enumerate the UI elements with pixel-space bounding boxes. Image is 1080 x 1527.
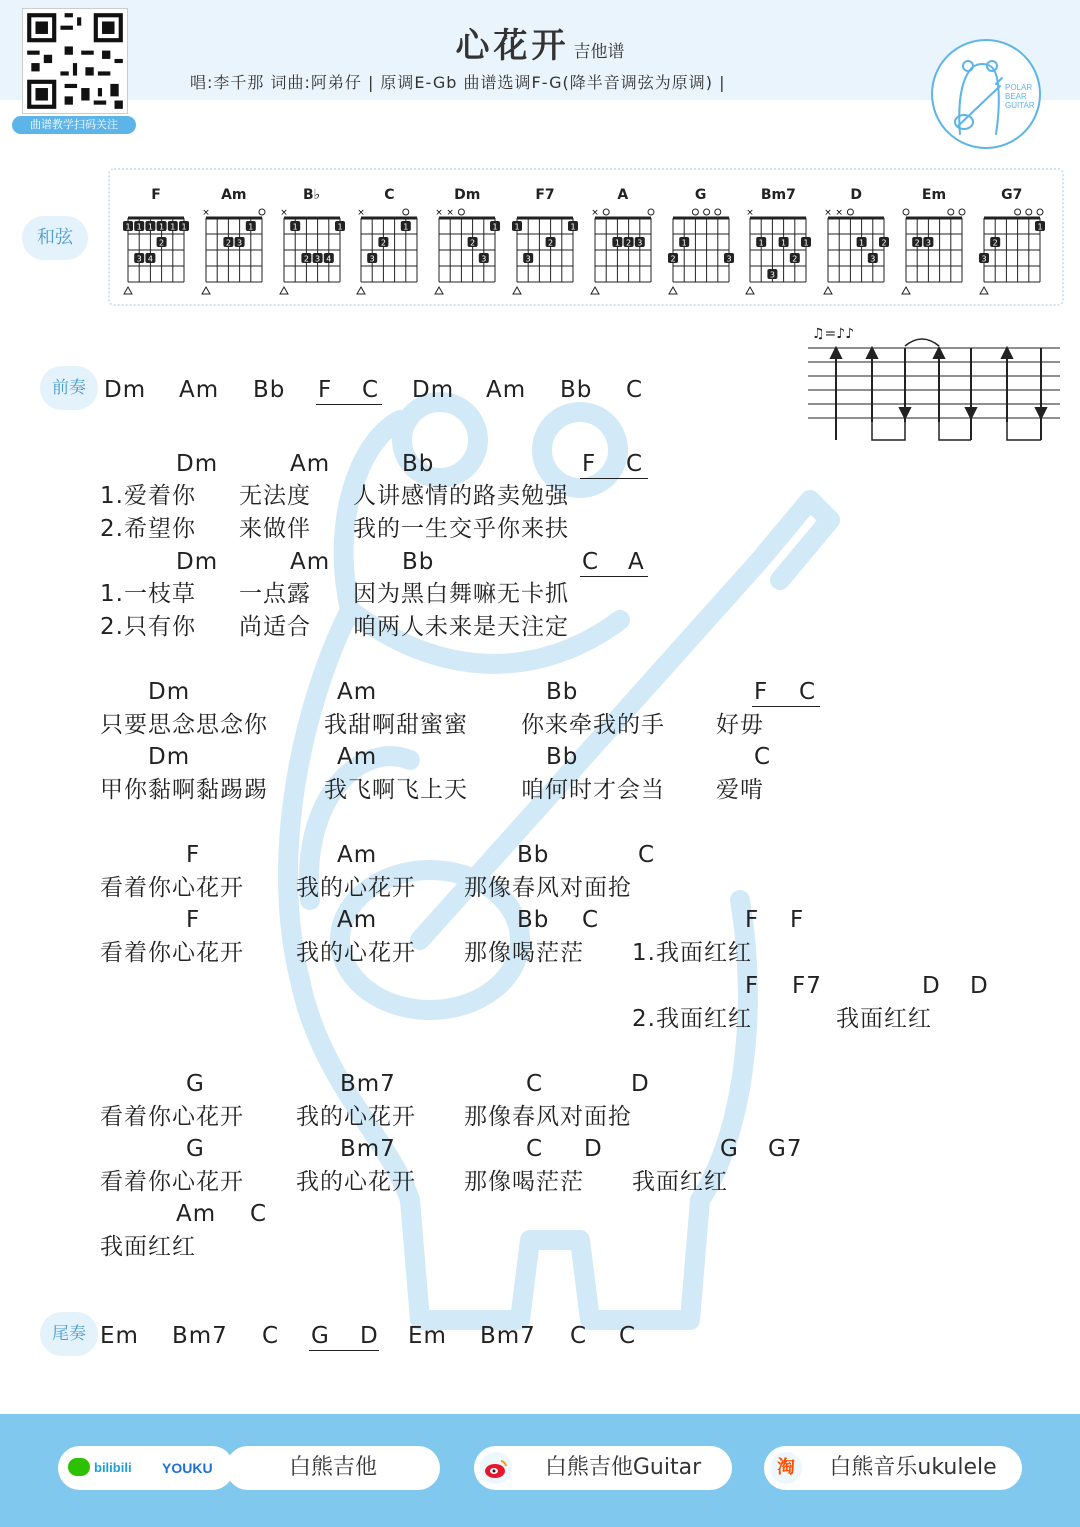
svg-text:3: 3: [870, 254, 876, 264]
lyric-line: 那像喝茫茫: [464, 1169, 584, 1195]
fretboard: [740, 204, 816, 304]
chord-name: D: [850, 187, 862, 203]
chord-label: Am: [337, 907, 378, 933]
chord-section-tag: 和弦: [22, 216, 88, 260]
svg-text:4: 4: [147, 254, 153, 264]
fretboard: [274, 204, 350, 304]
chord-diagram-bm7: [740, 188, 816, 308]
chord-label: Bb: [546, 679, 579, 705]
chord-diagram-dm: [429, 188, 505, 308]
chord-label: Bm7: [340, 1136, 396, 1162]
chord-diagram-f: [118, 188, 194, 308]
chord-label: Dm: [148, 744, 191, 770]
svg-text:1: 1: [170, 222, 176, 232]
chord-diagram-am: [196, 188, 272, 308]
chord-label: Bb: [546, 744, 579, 770]
song-credits: 唱:李千那 词曲:阿弟仔 | 原调E-Gb 曲谱选调F-G(降半音调弦为原调) |: [190, 73, 726, 92]
lyric-line: 只要思念思念你: [100, 712, 268, 738]
chord-label: C: [754, 744, 772, 770]
title-row: [0, 18, 1080, 67]
lyric-line: 看着你心花开: [100, 940, 244, 966]
chord-label: Am: [337, 842, 378, 868]
lyric-line: 1.一枝草: [100, 581, 196, 607]
svg-text:1: 1: [147, 222, 153, 232]
beat-underline: [316, 404, 382, 405]
chord-label: Dm: [176, 451, 219, 477]
intro-tag: 前奏: [40, 366, 98, 410]
svg-text:2: 2: [548, 238, 554, 248]
chord-label: F7: [792, 973, 822, 999]
svg-text:×: ×: [446, 208, 455, 218]
chord-label: D: [970, 973, 989, 999]
chord-label: Bm7: [340, 1071, 396, 1097]
chord-name: G: [694, 187, 707, 203]
chord-label: Bb: [517, 842, 550, 868]
chord-name: Am: [221, 187, 247, 203]
lyric-line: 我的心花开: [296, 1169, 416, 1195]
lyric-line: 我的一生交乎你来扶: [353, 516, 569, 542]
chord-diagram-d: [818, 188, 894, 308]
lyric-line: 我的心花开: [296, 940, 416, 966]
svg-text:1: 1: [614, 238, 620, 248]
chord-label: G7: [768, 1136, 803, 1162]
intro-chord: Dm: [104, 377, 147, 403]
fretboard: [585, 204, 661, 304]
lyric-line: 我飞啊飞上天: [324, 777, 468, 803]
chord-label: Am: [176, 1201, 217, 1227]
lyric-line: 无法度: [239, 483, 311, 509]
fretboard: [507, 204, 583, 304]
taobao-pill[interactable]: [764, 1446, 1022, 1490]
chord-label: D: [584, 1136, 603, 1162]
logo-text-1: POLAR: [1005, 83, 1033, 92]
svg-text:1: 1: [1037, 222, 1043, 232]
svg-text:×: ×: [746, 208, 755, 218]
lyric-line: 那像喝茫茫: [464, 940, 584, 966]
svg-text:1: 1: [248, 222, 254, 232]
chord-name: G7: [1001, 187, 1023, 203]
chord-label: Am: [290, 549, 331, 575]
lyric-line: 2.只有你: [100, 614, 196, 640]
chord-label: F: [790, 907, 805, 933]
outro-chord: Bm7: [480, 1323, 536, 1349]
svg-text:1: 1: [859, 238, 865, 248]
chord-label: F: [582, 451, 597, 477]
chord-label: D: [922, 973, 941, 999]
svg-text:2: 2: [670, 254, 676, 264]
chord-label: Am: [337, 744, 378, 770]
lyric-line: 爱啃: [716, 777, 764, 803]
fretboard: [974, 204, 1050, 304]
fretboard: [196, 204, 272, 304]
chord-diagram-g7: [974, 188, 1050, 308]
svg-text:2: 2: [625, 238, 631, 248]
svg-text:3: 3: [314, 254, 320, 264]
chord-label: G: [720, 1136, 739, 1162]
svg-text:1: 1: [125, 222, 131, 232]
svg-text:1: 1: [681, 238, 687, 248]
chord-label: Dm: [176, 549, 219, 575]
outro-chord: Bm7: [172, 1323, 228, 1349]
svg-text:1: 1: [803, 238, 809, 248]
youku-logo: YOUKU: [162, 1460, 213, 1476]
lyric-line: 好毋: [716, 712, 764, 738]
lyric-line: 1.爱着你: [100, 483, 196, 509]
title-suffix: 吉他谱: [573, 42, 625, 62]
chord-name: Em: [921, 187, 947, 203]
svg-text:2: 2: [881, 238, 887, 248]
outro-chord: C: [570, 1323, 588, 1349]
chord-label: A: [628, 549, 645, 575]
lyric-line: 尚适合: [239, 614, 311, 640]
lyric-line: 看着你心花开: [100, 1169, 244, 1195]
outro-tag: 尾奏: [40, 1312, 98, 1356]
lyric-line: 2.我面红红: [632, 1006, 752, 1032]
svg-text:×: ×: [824, 208, 832, 218]
outro-chord: Em: [100, 1323, 139, 1349]
lyric-line: 我的心花开: [296, 875, 416, 901]
svg-text:×: ×: [835, 208, 844, 218]
lyric-line: 一点露: [239, 581, 311, 607]
chord-diagram-c: [351, 188, 427, 308]
lyric-line: 人讲感情的路卖勉强: [353, 483, 569, 509]
chord-label: Am: [290, 451, 331, 477]
fretboard: [118, 204, 194, 304]
intro-chord: Am: [486, 377, 527, 403]
weibo-icon: [480, 1452, 512, 1484]
chord-diagram-f7: [507, 188, 583, 308]
svg-text:×: ×: [591, 208, 599, 218]
chord-label: F: [745, 973, 760, 999]
video-platforms-pill[interactable]: [58, 1446, 234, 1490]
svg-text:3: 3: [637, 238, 643, 248]
chord-diagram-em: [896, 188, 972, 308]
wechat-icon: [68, 1458, 90, 1476]
chord-label: G: [186, 1071, 205, 1097]
svg-text:3: 3: [236, 238, 242, 248]
chord-label: G: [186, 1136, 205, 1162]
lyric-line: 我甜啊甜蜜蜜: [324, 712, 468, 738]
svg-text:1: 1: [514, 222, 520, 232]
lyric-line: 甲你黏啊黏踢踢: [100, 777, 268, 803]
svg-text:1: 1: [337, 222, 343, 232]
svg-text:2: 2: [381, 238, 387, 248]
svg-text:×: ×: [279, 208, 288, 218]
chord-label: C: [626, 451, 644, 477]
beat-underline: [752, 706, 820, 707]
intro-chord: Bb: [560, 377, 593, 403]
lyric-line: 来做伴: [239, 516, 311, 542]
svg-text:2: 2: [792, 254, 798, 264]
outro-chord: Em: [408, 1323, 447, 1349]
chord-label: C: [526, 1071, 544, 1097]
page-title: 心花开: [455, 26, 570, 66]
outro-chord: G: [311, 1323, 330, 1349]
svg-text:1: 1: [136, 222, 142, 232]
chord-name: F: [151, 187, 161, 203]
chord-name: Dm: [454, 187, 481, 203]
svg-text:3: 3: [726, 254, 732, 264]
taobao-label: 白熊音乐ukulele: [829, 1455, 997, 1480]
chord-label: C: [799, 679, 817, 705]
svg-text:1: 1: [159, 222, 165, 232]
lyric-line: 那像春风对面抢: [464, 875, 632, 901]
chord-label: F: [745, 907, 760, 933]
lyric-line: 咱何时才会当: [521, 777, 665, 803]
intro-chord: F: [318, 377, 333, 403]
svg-text:2: 2: [470, 238, 476, 248]
lyric-line: 我面红红: [100, 1234, 196, 1260]
bilibili-logo: bilibili: [94, 1460, 132, 1475]
lyric-line: 我的心花开: [296, 1104, 416, 1130]
svg-text:3: 3: [136, 254, 142, 264]
chord-label: C: [250, 1201, 268, 1227]
svg-text:1: 1: [492, 222, 498, 232]
svg-text:1: 1: [781, 238, 787, 248]
svg-text:3: 3: [370, 254, 376, 264]
logo-text-3: GUITAR: [1005, 101, 1035, 110]
lyric-line: 1.我面红红: [632, 940, 752, 966]
intro-chord: C: [362, 377, 380, 403]
fretboard: [896, 204, 972, 304]
chord-label: Bb: [402, 451, 435, 477]
swing-notation: ♫=♪♪: [812, 326, 855, 342]
svg-text:2: 2: [303, 254, 309, 264]
svg-text:3: 3: [770, 270, 776, 280]
lyric-line: 2.希望你: [100, 516, 196, 542]
svg-text:3: 3: [525, 254, 531, 264]
beat-underline: [580, 478, 648, 479]
fretboard: [429, 204, 505, 304]
svg-text:2: 2: [914, 238, 920, 248]
svg-text:1: 1: [292, 222, 298, 232]
intro-chord: C: [626, 377, 644, 403]
intro-chord: Bb: [253, 377, 286, 403]
outro-chord: D: [360, 1323, 379, 1349]
lyric-line: 那像春风对面抢: [464, 1104, 632, 1130]
weibo-label: 白熊吉他Guitar: [544, 1455, 702, 1480]
fretboard: [663, 204, 739, 304]
svg-text:1: 1: [403, 222, 409, 232]
logo-text-2: BEAR: [1005, 92, 1027, 101]
lyric-line: 看着你心花开: [100, 1104, 244, 1130]
chord-name: F7: [535, 187, 555, 203]
svg-text:1: 1: [570, 222, 576, 232]
chord-label: F: [754, 679, 769, 705]
svg-text:3: 3: [981, 254, 987, 264]
chord-label: Bb: [402, 549, 435, 575]
lyric-line: 看着你心花开: [100, 875, 244, 901]
strum-pattern: [808, 318, 1064, 448]
chord-diagram-g: [663, 188, 739, 308]
svg-text:1: 1: [759, 238, 765, 248]
lyric-line: 咱两人未来是天注定: [353, 614, 569, 640]
polar-bear-guitar-logo: [930, 38, 1042, 150]
chord-label: D: [631, 1071, 650, 1097]
chord-diagram-bb: [274, 188, 350, 308]
fretboard: [351, 204, 427, 304]
chord-label: F: [186, 842, 201, 868]
chord-label: F: [186, 907, 201, 933]
chord-diagram-a: [585, 188, 661, 308]
fretboard: [818, 204, 894, 304]
svg-text:×: ×: [202, 208, 210, 218]
lyric-line: 我面红红: [836, 1006, 932, 1032]
outro-chord: C: [262, 1323, 280, 1349]
svg-text:2: 2: [992, 238, 998, 248]
chord-label: C: [526, 1136, 544, 1162]
lyric-line: 你来牵我的手: [521, 712, 665, 738]
taobao-icon: 淘: [770, 1452, 802, 1484]
svg-text:3: 3: [481, 254, 487, 264]
chord-label: C: [582, 907, 600, 933]
svg-text:4: 4: [325, 254, 331, 264]
chord-label: C: [638, 842, 656, 868]
chord-name: C: [384, 187, 395, 203]
intro-chord: Dm: [412, 377, 455, 403]
svg-text:×: ×: [357, 208, 366, 218]
lyric-line: 我面红红: [632, 1169, 728, 1195]
chord-label: Dm: [148, 679, 191, 705]
intro-chord: Am: [179, 377, 220, 403]
chord-name: A: [617, 187, 629, 203]
chord-name: Bm7: [760, 187, 796, 203]
lyric-line: 因为黑白舞嘛无卡抓: [353, 581, 569, 607]
outro-chord: C: [619, 1323, 637, 1349]
video-channel-pill[interactable]: 白熊吉他: [226, 1446, 440, 1490]
svg-text:2: 2: [159, 238, 165, 248]
chord-name: B♭: [302, 187, 321, 203]
svg-text:1: 1: [181, 222, 187, 232]
qr-caption: 曲谱教学扫码关注: [12, 116, 136, 134]
beat-underline: [580, 576, 648, 577]
weibo-pill[interactable]: [474, 1446, 732, 1490]
chord-label: Am: [337, 679, 378, 705]
svg-text:3: 3: [925, 238, 931, 248]
svg-text:2: 2: [225, 238, 231, 248]
svg-text:×: ×: [435, 208, 443, 218]
chord-label: C: [582, 549, 600, 575]
beat-underline: [309, 1350, 379, 1351]
chord-label: Bb: [517, 907, 550, 933]
